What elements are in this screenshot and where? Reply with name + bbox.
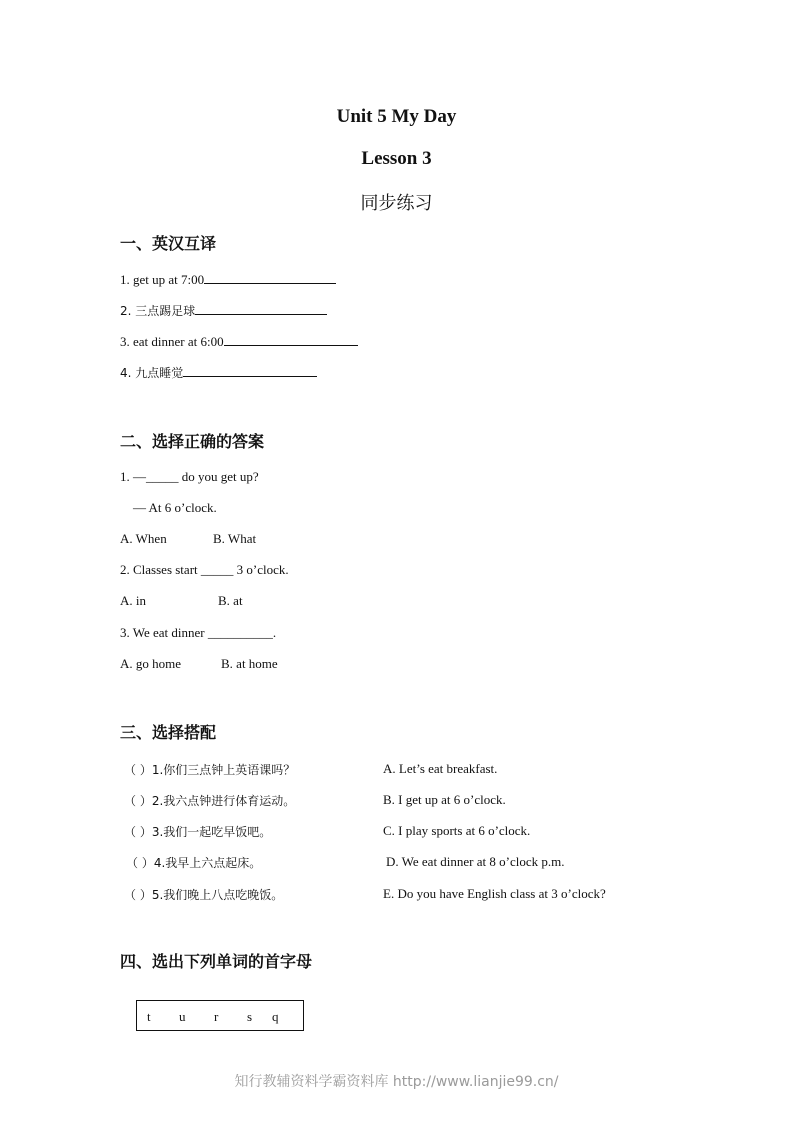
letter: r [214, 1009, 219, 1024]
option-b: B. at [218, 593, 243, 608]
match-left-item: （ ）3.我们一起吃早饭吧。 [124, 825, 272, 839]
subtitle: 同步练习 [360, 193, 433, 214]
answer-blank[interactable] [195, 302, 327, 315]
letter: q [272, 1009, 279, 1024]
section-heading-4: 四、选出下列单词的首字母 [120, 952, 313, 971]
letter-box [136, 1000, 304, 1031]
match-right-item: D. We eat dinner at 8 o’clock p.m. [386, 854, 565, 869]
option-b: B. at home [221, 656, 278, 671]
question-1-response: — At 6 o’clock. [133, 500, 217, 515]
section-heading-2: 二、选择正确的答案 [120, 432, 265, 451]
section-heading-1: 一、英汉互译 [120, 234, 217, 253]
option-a: A. go home [120, 656, 182, 671]
letter: s [247, 1009, 253, 1024]
answer-blank[interactable] [204, 271, 336, 284]
match-left-item: （ ）2.我六点钟进行体育运动。 [124, 794, 296, 808]
question-1: 1. —_____ do you get up? [120, 469, 259, 484]
letter: u [179, 1009, 186, 1024]
lesson-title: Lesson 3 [361, 148, 432, 169]
option-b: B. What [213, 531, 257, 546]
option-a: A. When [120, 531, 167, 546]
match-left-item: （ ）5.我们晚上八点吃晚饭。 [124, 888, 284, 902]
exercise-item: 3. eat dinner at 6:00 [120, 333, 358, 350]
answer-blank[interactable] [224, 333, 358, 346]
match-right-item: A. Let’s eat breakfast. [383, 761, 498, 776]
document-title: Unit 5 My Day [336, 106, 457, 127]
exercise-item: 4. 九点睡觉 [120, 364, 317, 381]
question-2: 2. Classes start _____ 3 o’clock. [120, 562, 289, 577]
exercise-item: 1. get up at 7:00 [120, 271, 336, 288]
footer-watermark: 知行教辅资料学霸资料库 http://www.lianjie99.cn/ [234, 1074, 559, 1090]
match-right-item: B. I get up at 6 o’clock. [383, 792, 506, 807]
match-left-item: （ ）1.你们三点钟上英语课吗？ [124, 763, 296, 777]
match-right-item: E. Do you have English class at 3 o’clock? [383, 886, 606, 901]
section-heading-3: 三、选择搭配 [120, 723, 217, 742]
question-3: 3. We eat dinner __________. [120, 625, 277, 640]
match-right-item: C. I play sports at 6 o’clock. [383, 823, 531, 838]
answer-blank[interactable] [183, 364, 317, 377]
option-a: A. in [120, 593, 146, 608]
letter: t [147, 1009, 151, 1024]
exercise-item: 2. 三点踢足球 [120, 302, 327, 319]
match-left-item: （ ）4.我早上六点起床。 [126, 856, 262, 870]
